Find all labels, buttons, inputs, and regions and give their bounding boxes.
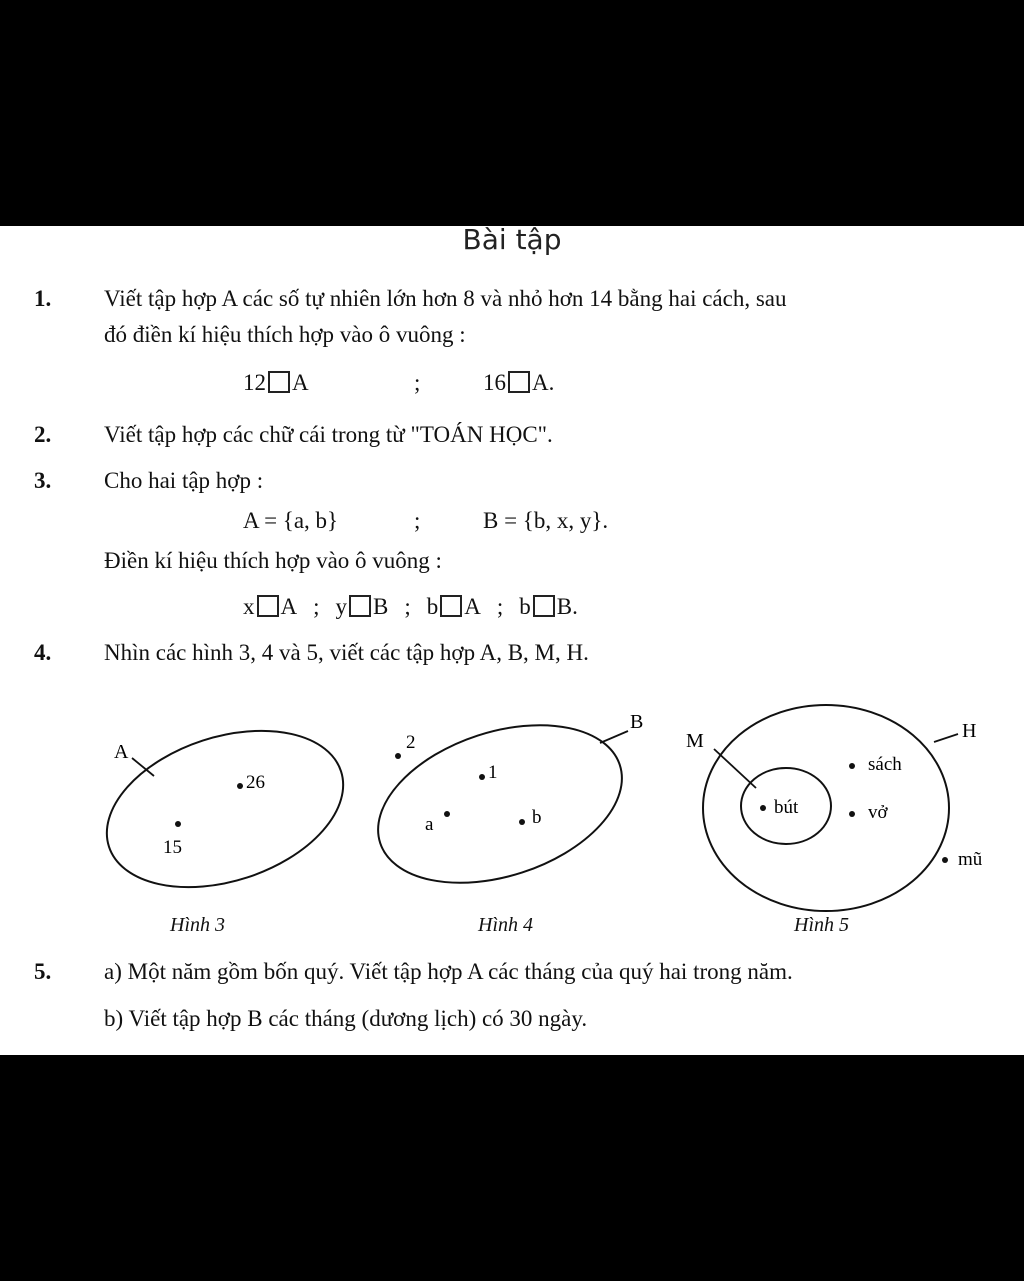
set-a-ellipse [87, 703, 364, 915]
exercise-4-line-1: Nhìn các hình 3, 4 và 5, viết các tập hợp A, B, M, H. [104, 640, 589, 665]
point [444, 811, 450, 817]
fill-right: B [373, 594, 389, 619]
point [942, 857, 948, 863]
outside-element-label: 2 [406, 732, 416, 753]
point [237, 783, 243, 789]
set-b-definition: B = {b, x, y}. [483, 508, 609, 533]
fill-left: b [519, 594, 531, 619]
point [479, 774, 485, 780]
figure-3-caption: Hình 3 [170, 914, 225, 936]
exercise-5-line-1: a) Một năm gồm bốn quý. Viết tập hợp A các tháng của quý hai trong năm. [104, 959, 793, 984]
fill-left: y [335, 594, 348, 619]
fill-left: b [426, 594, 439, 619]
exercise-3-line-1: Cho hai tập hợp : [104, 468, 264, 493]
figure-4-caption: Hình 4 [478, 914, 533, 936]
fill-1-left: 12 [243, 370, 266, 395]
set-h-label: H [962, 720, 977, 742]
textbook-page [0, 223, 1024, 1055]
figure-5-caption: Hình 5 [794, 914, 849, 936]
exercise-3-separator: ; [414, 508, 421, 533]
fill-1-right: A [292, 370, 309, 395]
exercise-2-line-1: Viết tập hợp các chữ cái trong từ "TOÁN HỌC". [104, 422, 553, 447]
set-b-label: B [630, 711, 644, 733]
point [175, 821, 181, 827]
exercise-1-separator: ; [414, 370, 421, 395]
exercise-5-number: 5. [34, 959, 52, 984]
exercise-1-line-2: đó điền kí hiệu thích hợp vào ô vuông : [104, 322, 466, 347]
fill-left: x [243, 594, 255, 619]
element-label: vở [868, 802, 888, 823]
point [849, 763, 855, 769]
element-label: 15 [163, 837, 182, 858]
exercise-5-line-2: b) Viết tập hợp B các tháng (dương lịch) có 30 ngày. [104, 1006, 588, 1031]
figure-3 [87, 703, 364, 915]
exercise-4-number: 4. [34, 640, 52, 665]
exercise-1-line-1: Viết tập hợp A các số tự nhiên lớn hơn 8 và nhỏ hơn 14 bằng hai cách, sau [104, 286, 787, 311]
fill-right: A [464, 594, 481, 619]
point [760, 805, 766, 811]
fill-right: B. [556, 594, 578, 619]
fill-right: A [280, 594, 298, 619]
set-a-label: A [114, 741, 129, 763]
element-label: 1 [488, 762, 498, 783]
element-label: bút [774, 797, 799, 818]
set-h-ellipse [703, 705, 949, 911]
figure-4 [358, 697, 643, 912]
label-pointer [714, 749, 756, 788]
label-pointer [600, 731, 628, 743]
page-title: Bài tập [462, 223, 562, 256]
point [849, 811, 855, 817]
exercise-3-fills: x A ; y B ; b A ; b B. [243, 594, 578, 619]
figure-5 [686, 705, 983, 911]
element-label: a [425, 814, 434, 835]
exercise-3-line-3: Điền kí hiệu thích hợp vào ô vuông : [104, 548, 442, 573]
element-label: b [532, 807, 542, 828]
set-b-ellipse [358, 697, 642, 912]
point [519, 819, 525, 825]
set-m-label: M [686, 730, 704, 752]
label-pointer [934, 734, 958, 742]
point [395, 753, 401, 759]
exercise-2-number: 2. [34, 422, 52, 447]
set-a-definition: A = {a, b} [243, 508, 339, 533]
fill-2-left: 16 [483, 370, 506, 395]
element-label: sách [868, 754, 902, 775]
outside-element-label: mũ [958, 849, 983, 870]
fill-2-right: A. [532, 370, 555, 395]
exercise-1-number: 1. [34, 286, 52, 311]
element-label: 26 [246, 772, 265, 793]
exercise-3-number: 3. [34, 468, 52, 493]
